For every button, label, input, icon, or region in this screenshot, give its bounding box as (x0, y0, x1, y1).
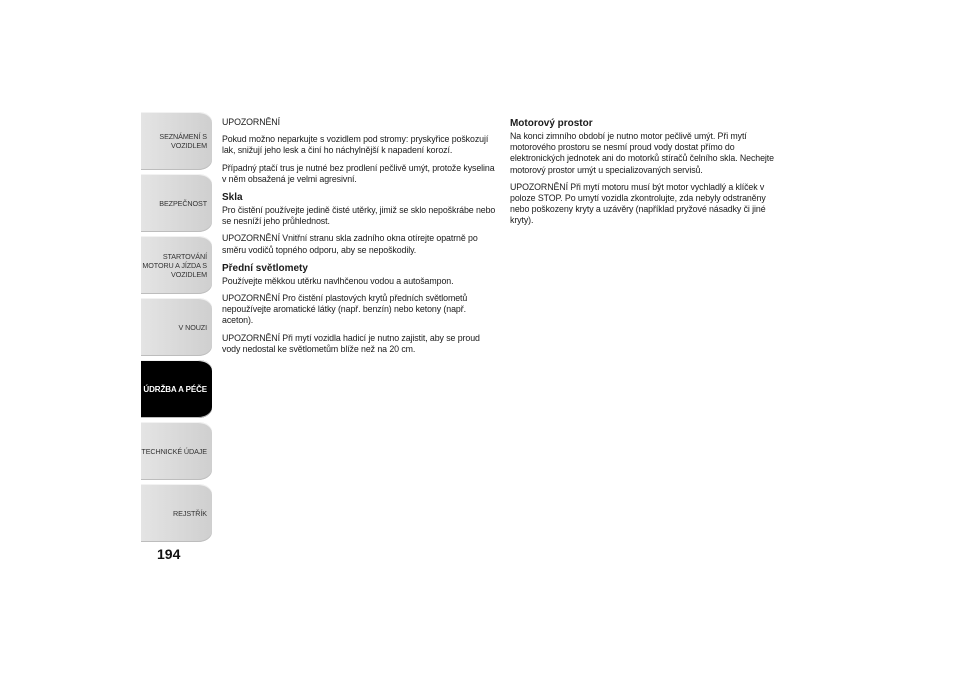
heading-skla: Skla (222, 191, 243, 204)
paragraph-headlight-cloth: Používejte měkkou utěrku navlhčenou vodou a autošampon. (222, 275, 454, 287)
page-number: 194 (157, 546, 181, 562)
left-column (222, 117, 500, 361)
tab-seznameni[interactable] (141, 112, 212, 170)
tab-startovani[interactable] (141, 236, 212, 294)
tab-label: REJSTŘÍK (173, 508, 207, 518)
paragraph-glass-cleaning: Pro čistění používejte jedině čisté utěrky, jimiž se sklo nepoškrábe nebo se nesníží jeho průhlednost. (222, 205, 496, 228)
heading-headlights: Přední světlomety (222, 261, 308, 274)
tab-rejstrik[interactable] (141, 484, 212, 542)
right-column (510, 117, 780, 233)
tab-label: TECHNICKÉ ÚDAJE (141, 446, 207, 456)
tab-bezpecnost[interactable] (141, 174, 212, 232)
tab-label: SEZNÁMENÍ S VOZIDLEM (159, 132, 207, 150)
paragraph-engine-warning: UPOZORNĚNÍ Při mytí motoru musí být motor vychladlý a klíček v poloze STOP. Po umytí vozidla zkontrolujte, zda nebyly odstraněny nebo poškozeny kryty a uzávěry (například pryžové násadky či jiné kryty). (510, 181, 766, 227)
paragraph-hose-warning: UPOZORNĚNÍ Při mytí vozidla hadicí je nutno zajistit, aby se proud vody nedostal ke světlometům blíže než na 20 cm. (222, 332, 480, 355)
tab-label: V NOUZI (178, 322, 207, 332)
warning-label: UPOZORNĚNÍ (222, 117, 280, 128)
heading-engine-bay: Motorový prostor (510, 117, 593, 129)
paragraph-trees: Pokud možno neparkujte s vozidlem pod stromy: pryskyřice poškozují lak, snižují jeho lesk a činí ho náchylnější k napadení korozí. (222, 134, 489, 157)
paragraph-bird-droppings: Případný ptačí trus je nutné bez prodlení pečlivě umýt, protože kyselina v něm obsažená je velmi agresivní. (222, 162, 495, 185)
paragraph-headlight-warning: UPOZORNĚNÍ Pro čistění plastových krytů předních světlometů nepoužívejte aromatické látky (např. benzín) nebo ketony (např. aceton). (222, 293, 468, 327)
tab-v-nouzi[interactable] (141, 298, 212, 356)
tab-label: ÚDRŽBA A PÉČE (143, 384, 207, 394)
tab-label: BEZPEČNOST (159, 198, 207, 208)
tab-udrzba[interactable] (141, 360, 212, 418)
tab-label: STARTOVÁNÍ MOTORU A JÍZDA S VOZIDLEM (142, 251, 207, 279)
tab-technicke-udaje[interactable] (141, 422, 212, 480)
paragraph-engine-wash: Na konci zimního období je nutno motor pečlivě umýt. Při mytí motorového prostoru se nesmí proud vody dostat přímo do elektronických jednotek ani do motorků stíračů čelního skla. Nechejte motorový prostor umýt u specializovaných servisů. (510, 131, 774, 176)
paragraph-rear-window-warning: UPOZORNĚNÍ Vnitřní stranu skla zadního okna otírejte opatrně po směru vodičů topného odporu, aby se nepoškodily. (222, 233, 478, 256)
